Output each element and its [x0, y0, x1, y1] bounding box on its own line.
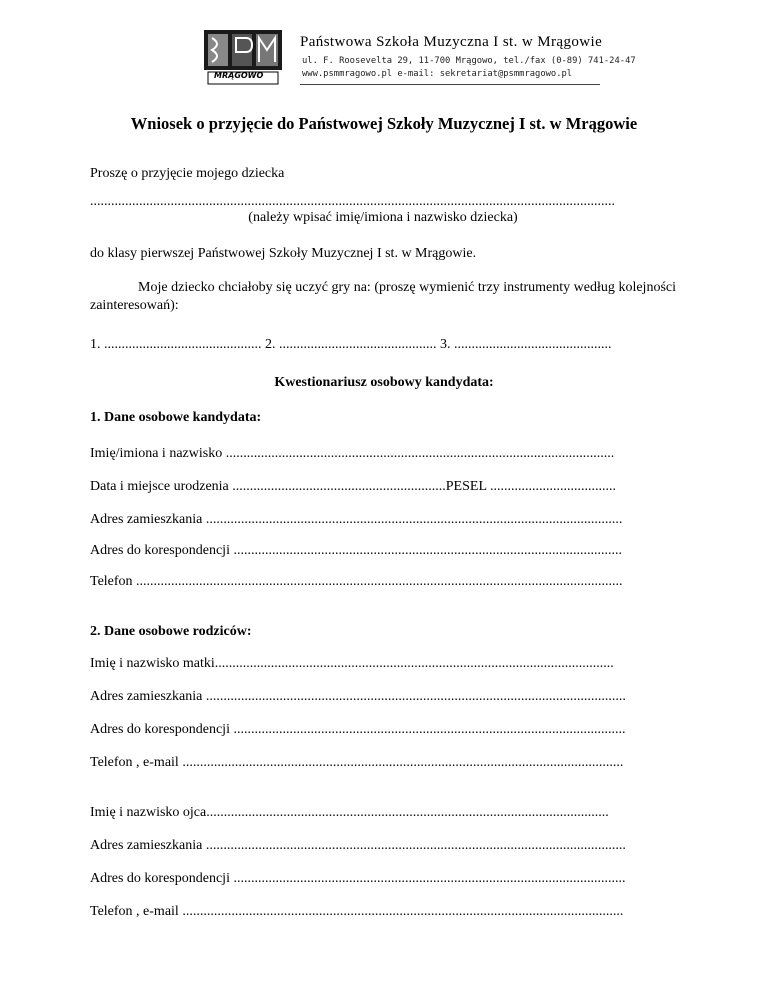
father-address-field[interactable]: Adres zamieszkania ........................................................................................................................ — [90, 838, 626, 853]
father-correspondence-field[interactable]: Adres do korespondencji ................................................................................................................ — [90, 871, 626, 886]
child-name-hint: (należy wpisać imię/imiona i nazwisko dziecka) — [248, 210, 518, 225]
mother-phone-field[interactable]: Telefon , e-mail .............................................................................................................................. — [90, 755, 624, 770]
school-logo — [198, 28, 288, 86]
mother-name-field[interactable]: Imię i nazwisko matki.................................................................................................................. — [90, 656, 614, 671]
header-divider — [300, 84, 600, 85]
form-title: Wniosek o przyjęcie do Państwowej Szkoły Muzycznej I st. w Mrągowie — [130, 114, 638, 133]
school-name: Państwowa Szkoła Muzyczna I st. w Mrągowie — [300, 34, 603, 50]
logo-text: MRĄGOWO — [214, 71, 264, 80]
class-line: do klasy pierwszej Państwowej Szkoły Muzycznej I st. w Mrągowie. — [90, 246, 477, 261]
candidate-heading: 1. Dane osobowe kandydata: — [90, 410, 262, 425]
candidate-phone-field[interactable]: Telefon ........................................................................................................................................... — [90, 574, 623, 589]
child-name-field[interactable]: ...................................................................................................................................................... — [90, 194, 615, 209]
instruments-text: Moje dziecko chciałoby się uczyć gry na: (proszę wymienić trzy instrumenty według kolejności zainteresowań): — [90, 280, 676, 313]
candidate-birth-field[interactable]: Data i miejsce urodzenia .............................................................PESEL .................................... — [90, 479, 616, 494]
parents-heading: 2. Dane osobowe rodziców: — [90, 624, 252, 639]
request-intro: Proszę o przyjęcie mojego dziecka — [90, 166, 285, 181]
mother-address-field[interactable]: Adres zamieszkania ........................................................................................................................ — [90, 689, 626, 704]
candidate-name-field[interactable]: Imię/imiona i nazwisko ............................................................................................................... — [90, 446, 615, 461]
mother-correspondence-field[interactable]: Adres do korespondencji ................................................................................................................ — [90, 722, 626, 737]
school-address: ul. F. Roosevelta 29, 11-700 Mrągowo, tel./fax (0-89) 741-24-47 — [302, 56, 636, 66]
school-contact: www.psmmragowo.pl e-mail: sekretariat@psmmragowo.pl — [302, 69, 573, 79]
candidate-correspondence-field[interactable]: Adres do korespondencji ............................................................................................................... — [90, 543, 622, 558]
father-name-field[interactable]: Imię i nazwisko ojca................................................................................................................... — [90, 805, 609, 820]
father-phone-field[interactable]: Telefon , e-mail .............................................................................................................................. — [90, 904, 624, 919]
instruments-field[interactable]: 1. ............................................. 2. ............................................. 3. ............................................. — [90, 337, 612, 352]
candidate-address-field[interactable]: Adres zamieszkania ....................................................................................................................... — [90, 512, 623, 527]
questionnaire-title: Kwestionariusz osobowy kandydata: — [274, 375, 494, 390]
